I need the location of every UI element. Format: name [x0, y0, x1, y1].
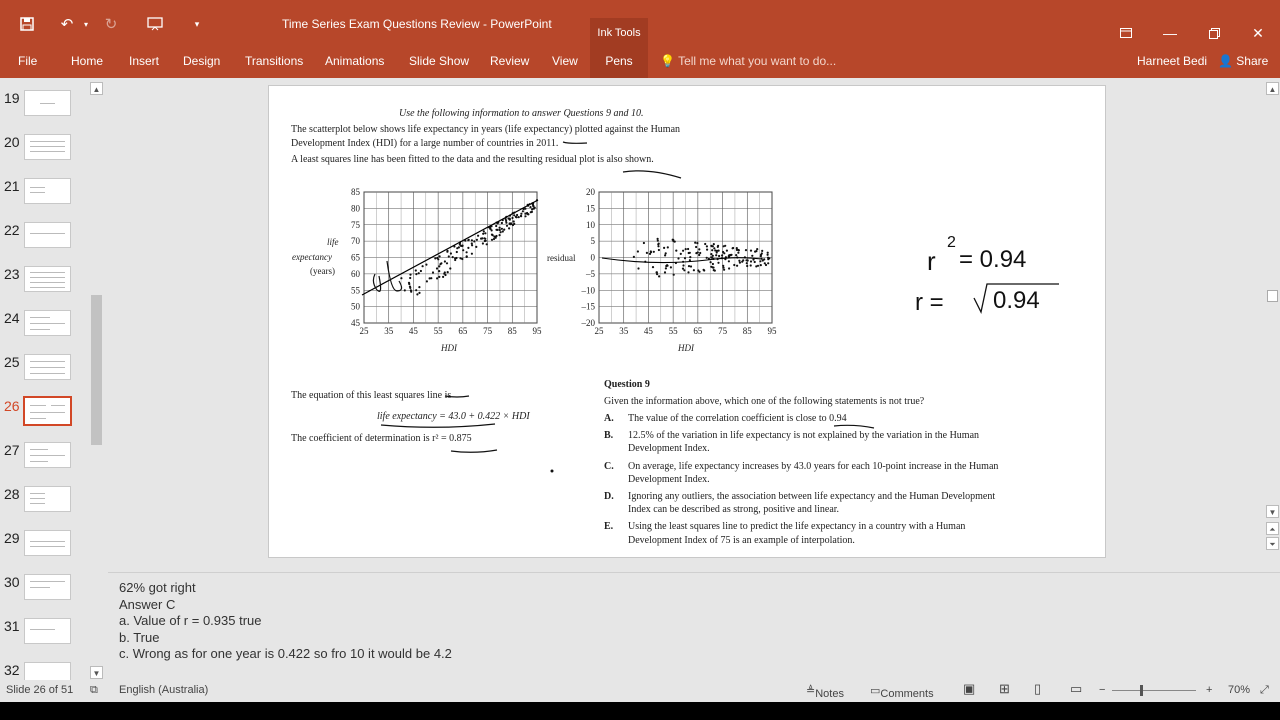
thumb-number: 23 — [4, 266, 20, 282]
paragraph-line-1: The scatterplot below shows life expectancy in years (life expectancy) plotted against the Human — [291, 124, 681, 135]
y-tick-label: –20 — [581, 318, 595, 328]
thumb-number: 26 — [4, 398, 20, 414]
y-tick-label: 20 — [586, 188, 595, 197]
x-tick-label: 25 — [594, 326, 604, 336]
zoom-out-icon[interactable]: − — [1099, 684, 1106, 696]
option-e-line-1: Using the least squares line to predict the life expectancy in a country with a Human — [628, 521, 966, 532]
scatter-ylabel-3: (years) — [310, 266, 335, 276]
question-title: Question 9 — [604, 379, 650, 390]
y-tick-label: 85 — [351, 188, 360, 197]
thumb-image — [24, 134, 71, 160]
undo-icon[interactable]: ↶ — [60, 16, 74, 33]
undo-dropdown-icon[interactable]: ▾ — [83, 19, 88, 29]
scroll-up-icon[interactable]: ▲ — [90, 82, 103, 95]
option-letter: D. — [604, 491, 614, 502]
document-title: Time Series Exam Questions Review - PowerPoint — [282, 17, 552, 31]
thumb-image — [24, 662, 71, 680]
thumbnail-slide-24[interactable] — [0, 310, 90, 354]
option-a-line-1: The value of the correlation coefficient is close to 0.94 — [628, 413, 847, 424]
option-letter: A. — [604, 413, 614, 424]
tab-view[interactable]: View — [552, 54, 578, 68]
tab-design[interactable]: Design — [183, 54, 221, 68]
thumb-number: 32 — [4, 662, 20, 678]
option-d-line-1: Ignoring any outliers, the association between life expectancy and the Human Development — [628, 491, 996, 502]
notes-line: 62% got right — [119, 580, 196, 595]
thumb-number: 19 — [4, 90, 20, 106]
thumbnail-slide-25[interactable] — [0, 354, 90, 398]
notes-line: b. True — [119, 630, 160, 645]
y-tick-label: 50 — [351, 301, 360, 312]
language-indicator[interactable]: English (Australia) — [119, 684, 209, 696]
person-icon: 👤 — [1218, 54, 1233, 68]
y-tick-label: 70 — [351, 236, 360, 247]
reading-view-icon[interactable]: ▯ — [1034, 681, 1042, 696]
option-letter: B. — [604, 430, 614, 441]
y-tick-label: –15 — [581, 301, 595, 312]
tab-animations[interactable]: Animations — [325, 54, 385, 68]
ink-r-squared-exponent: 2 — [947, 234, 956, 251]
comments-label: Comments — [880, 688, 934, 700]
notes-line: c. Wrong as for one year is 0.422 so fro 10 it would be 4.2 — [119, 646, 452, 661]
redo-icon[interactable]: ↻ — [104, 16, 118, 33]
start-slideshow-icon[interactable] — [142, 9, 168, 39]
tab-pens[interactable]: Pens — [590, 48, 648, 78]
notes-line: Answer C — [119, 597, 176, 612]
fit-slide-icon[interactable]: ⤢ — [1260, 684, 1269, 696]
spellcheck-icon[interactable]: ⧉ — [90, 684, 98, 696]
option-b-line-2: Development Index. — [628, 443, 710, 454]
zoom-slider[interactable] — [1112, 690, 1196, 691]
question-text: Given the information above, which one of the following statements is not true? — [604, 396, 925, 407]
thumbnail-slide-20[interactable] — [0, 134, 90, 178]
slideshow-view-icon[interactable]: ▭ — [1070, 681, 1083, 696]
notes-label: Notes — [815, 688, 844, 700]
y-tick-label: 75 — [351, 219, 360, 230]
ribbon-tabs — [0, 48, 1280, 78]
notes-button[interactable]: ≜ Notes — [806, 685, 844, 700]
thumb-number: 22 — [4, 222, 20, 238]
scatter-ylabel-2: expectancy — [292, 252, 332, 262]
thumb-image — [24, 310, 71, 336]
tab-review[interactable]: Review — [490, 54, 530, 68]
thumb-image — [24, 442, 71, 468]
equation-text: life expectancy = 43.0 + 0.422 × HDI — [377, 411, 530, 422]
share-label: Share — [1236, 54, 1269, 68]
y-tick-label: 45 — [351, 318, 360, 328]
thumb-image — [24, 266, 71, 292]
tell-me-search[interactable] — [660, 48, 836, 78]
x-tick-label: 95 — [532, 326, 542, 336]
thumb-image — [24, 574, 71, 600]
tab-home[interactable]: Home — [71, 54, 104, 68]
x-tick-label: 75 — [483, 326, 493, 336]
thumbnail-slide-21[interactable] — [0, 178, 90, 222]
y-tick-label: 80 — [351, 203, 360, 214]
thumb-number: 20 — [4, 134, 20, 150]
thumbnail-slide-19[interactable] — [0, 90, 90, 134]
x-tick-label: 65 — [693, 326, 703, 336]
share-button[interactable] — [1218, 48, 1268, 78]
thumb-image — [24, 486, 71, 512]
paragraph-line-3: A least squares line has been fitted to the data and the resulting residual plot is also shown. — [291, 154, 654, 165]
thumb-number: 27 — [4, 442, 20, 458]
ink-annotations — [269, 86, 1107, 559]
scroll-down-icon[interactable]: ▼ — [90, 666, 103, 679]
scroll-down-icon[interactable]: ▼ — [1266, 505, 1279, 518]
x-tick-label: 85 — [507, 326, 517, 336]
scroll-up-icon[interactable]: ▲ — [1266, 82, 1279, 95]
x-tick-label: 35 — [384, 326, 394, 336]
thumbnail-slide-30[interactable] — [0, 574, 90, 618]
save-icon[interactable] — [14, 9, 40, 39]
thumb-image — [24, 90, 71, 116]
ink-tools-context-label: Ink Tools — [590, 18, 648, 48]
residual-xlabel: HDI — [678, 343, 694, 353]
thumbnail-slide-23[interactable] — [0, 266, 90, 310]
thumbnail-slide-27[interactable] — [0, 442, 90, 486]
y-tick-label: 0 — [590, 252, 595, 263]
user-name[interactable]: Harneet Bedi — [1137, 54, 1208, 68]
thumb-image — [24, 530, 71, 556]
y-tick-label: 65 — [351, 252, 360, 263]
ribbon-display-options-icon[interactable] — [1104, 18, 1148, 48]
thumbnail-slide-22[interactable] — [0, 222, 90, 266]
x-tick-label: 45 — [643, 326, 653, 336]
thumb-image-selected — [23, 396, 72, 426]
option-e-line-2: Development Index of 75 is an example of interpolation. — [628, 535, 855, 546]
paragraph-line-2: Development Index (HDI) for a large number of countries in 2011. — [291, 138, 559, 149]
minimize-icon[interactable]: — — [1163, 25, 1177, 41]
thumb-number: 21 — [4, 178, 20, 194]
y-tick-label: 5 — [590, 236, 595, 247]
option-letter: C. — [604, 461, 614, 472]
equation-intro: The equation of this least squares line is — [291, 390, 452, 401]
slide-canvas[interactable] — [268, 85, 1106, 558]
x-tick-label: 55 — [668, 326, 678, 336]
slide-sorter-icon[interactable]: ⊞ — [999, 681, 1010, 696]
tab-transitions[interactable]: Transitions — [245, 54, 304, 68]
notes-pane[interactable] — [108, 572, 1280, 680]
normal-view-icon[interactable]: ▣ — [963, 681, 976, 696]
ink-r-squared-value: = 0.94 — [959, 246, 1027, 273]
x-tick-label: 45 — [408, 326, 418, 336]
thumbnail-slide-31[interactable] — [0, 618, 90, 662]
y-tick-label: –5 — [586, 268, 595, 279]
thumb-number: 24 — [4, 310, 20, 326]
scrollbar-thumb[interactable] — [91, 295, 102, 445]
slide-counter: Slide 26 of 51 — [6, 684, 74, 696]
option-b-line-1: 12.5% of the variation in life expectancy is not explained by the variation in the Human — [628, 430, 980, 441]
thumb-image — [24, 618, 71, 644]
ink-sqrt-value: 0.94 — [993, 287, 1040, 314]
thumbnail-slide-32[interactable] — [0, 662, 90, 680]
thumbnail-slide-26[interactable] — [0, 398, 90, 442]
tab-slide-show[interactable]: Slide Show — [409, 54, 470, 68]
restore-icon[interactable] — [1192, 18, 1236, 48]
slide-scrollbar[interactable] — [1265, 80, 1280, 570]
thumb-number: 29 — [4, 530, 20, 546]
residual-ylabel: residual — [547, 253, 576, 263]
y-tick-label: 10 — [586, 219, 595, 230]
ink-r-squared-r: r — [927, 246, 936, 276]
next-slide-icon[interactable]: ⏷ — [1266, 537, 1279, 550]
tell-me-placeholder: Tell me what you want to do... — [678, 54, 837, 68]
x-tick-label: 25 — [359, 326, 369, 336]
y-tick-label: 55 — [351, 285, 360, 296]
zoom-slider-thumb[interactable] — [1140, 685, 1143, 696]
zoom-in-icon[interactable]: + — [1206, 684, 1213, 696]
tab-file[interactable]: File — [18, 54, 38, 68]
thumb-number: 25 — [4, 354, 20, 370]
screen-bottom-border — [0, 702, 1280, 720]
thumb-number: 30 — [4, 574, 20, 590]
option-d-line-2: Index can be described as strong, positive and linear. — [628, 504, 840, 515]
option-c-line-1: On average, life expectancy increases by 43.0 years for each 10-point increase in the Human — [628, 461, 999, 472]
x-tick-label: 35 — [619, 326, 629, 336]
status-bar — [0, 680, 1280, 702]
title-bar — [0, 0, 1280, 48]
y-tick-label: –10 — [581, 285, 595, 296]
y-tick-label: 60 — [351, 268, 360, 279]
lightbulb-icon: 💡 — [660, 54, 675, 68]
thumb-number: 31 — [4, 618, 20, 634]
zoom-level[interactable]: 70% — [1228, 684, 1251, 696]
notes-line: a. Value of r = 0.935 true — [119, 613, 262, 628]
tab-insert[interactable]: Insert — [129, 54, 160, 68]
x-tick-label: 95 — [767, 326, 777, 336]
x-tick-label: 55 — [433, 326, 443, 336]
close-icon[interactable]: ✕ — [1252, 24, 1264, 41]
x-tick-label: 75 — [718, 326, 728, 336]
scatter-xlabel: HDI — [441, 343, 457, 353]
option-letter: E. — [604, 521, 614, 532]
scrollbar-thumb[interactable] — [1267, 290, 1278, 302]
coefficient-text: The coefficient of determination is r² = 0.875 — [291, 433, 472, 444]
y-tick-label: 15 — [586, 203, 595, 214]
option-c-line-2: Development Index. — [628, 474, 710, 485]
scatter-ylabel-1: life — [327, 237, 339, 247]
thumbnail-slide-28[interactable] — [0, 486, 90, 530]
intro-text: Use the following information to answer Questions 9 and 10. — [399, 108, 644, 119]
thumbnail-scrollbar[interactable] — [90, 80, 103, 680]
x-tick-label: 65 — [458, 326, 468, 336]
x-tick-label: 85 — [742, 326, 752, 336]
ink-r-label: r = — [915, 289, 944, 316]
thumb-image — [24, 354, 71, 380]
thumb-number: 28 — [4, 486, 20, 502]
customize-qat-icon[interactable]: ▾ — [194, 18, 200, 29]
comments-button[interactable]: ▭ Comments — [870, 685, 934, 700]
previous-slide-icon[interactable]: ⏶ — [1266, 522, 1279, 535]
thumbnail-slide-29[interactable] — [0, 530, 90, 574]
thumb-image — [24, 178, 71, 204]
thumb-image — [24, 222, 71, 248]
